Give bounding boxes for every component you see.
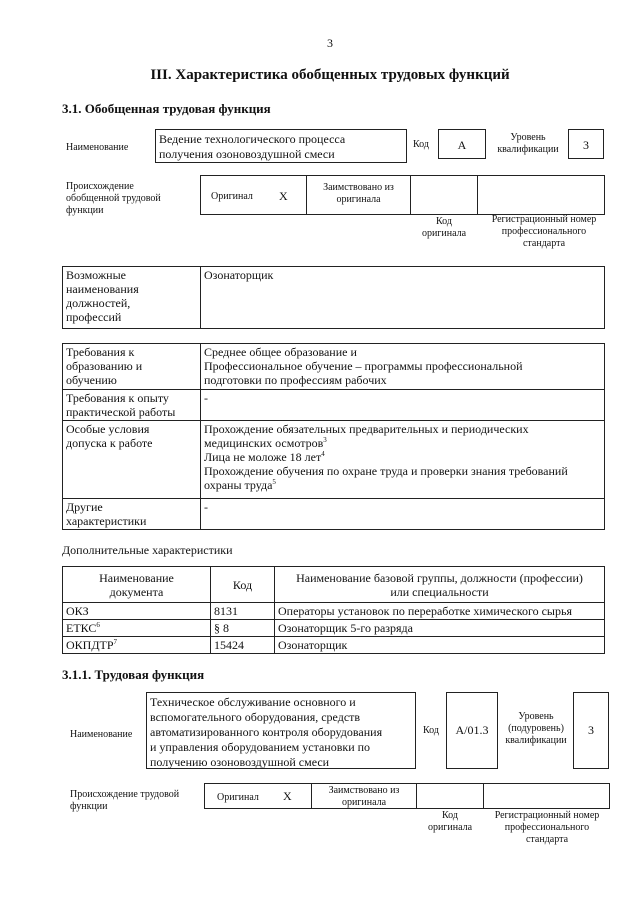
req-label: Особые условия допуска к работе [63,421,201,499]
gtf-code-orig-cell [410,175,478,215]
req-line [204,450,601,464]
cell-code: 8131 [211,603,275,620]
req-row-other [63,499,605,530]
req-line-text: медицинских осмотров [204,436,324,450]
req-label: Требования к опыту практической работы [63,390,201,421]
cell-code: 15424 [211,637,275,654]
footnote-ref: 4 [321,450,325,458]
page-number: 3 [327,36,333,50]
tf-code-label: Код [423,725,439,736]
tf-code-value: А/01.3 [446,692,498,769]
gtf-original-mark: X [279,189,288,203]
table-row [63,603,605,620]
doc-name: ЕТКС [66,621,97,635]
cell-name: Озонаторщик [275,637,605,654]
gtf-original-label: Оригинал [211,191,253,202]
gtf-name-label: Наименование [66,142,129,153]
footnote-ref: 5 [272,478,276,486]
additional-table [62,566,605,654]
additional-heading: Дополнительные характеристики [62,543,233,557]
table-row [63,620,605,637]
req-value [201,344,605,390]
col-header-document: Наименование документа [63,567,211,603]
gtf-borrowed-cell: Заимствовано из оригинала [306,175,411,215]
gtf-origin-label: Происхождение обобщенной трудовой функции [66,181,161,216]
req-value [201,499,605,530]
positions-table [62,266,605,329]
footnote-ref: 7 [113,638,118,646]
col-header-name: Наименование базовой группы, должности (профессии) или специальности [275,567,605,603]
gtf-code-orig-caption: Код оригинала [421,216,467,239]
req-line [204,478,601,492]
positions-label: Возможные наименования должностей, профессий [63,267,201,329]
cell-document [63,620,211,637]
tf-heading: 3.1.1. Трудовая функция [62,667,205,682]
additional-header-row [63,567,605,603]
doc-name: ОКПДТР [66,638,114,652]
positions-value: Озонаторщик [201,267,605,329]
table-row [63,637,605,654]
req-line: Профессиональное обучение – программы профессиональной [204,359,523,373]
tf-code-orig-cell [416,783,484,809]
req-row-education [63,344,605,390]
req-line: Среднее общее образование и [204,345,357,359]
footnote-ref: 3 [323,436,327,444]
cell-name: Операторы установок по переработке химического сырья [275,603,605,620]
doc-name: ОКЗ [66,604,89,618]
req-row-experience [63,390,605,421]
req-line: - [204,391,208,405]
positions-row [63,267,605,329]
cell-code: § 8 [211,620,275,637]
req-label: Другие характеристики [63,499,201,530]
gtf-reg-caption: Регистрационный номер профессионального стандарта [491,214,597,249]
tf-name-value: Техническое обслуживание основного и вспомогательного оборудования, средств автоматизированного контроля оборудования и управления оборудованием установки по получению озоновоздушной смеси [146,692,416,769]
gtf-origin-original-cell [200,175,307,215]
tf-origin-label: Происхождение трудовой функции [70,789,180,812]
tf-name-label: Наименование [70,729,133,740]
tf-level-label: Уровень (подуровень) квалификации [505,711,567,746]
cell-document [63,637,211,654]
req-line [204,436,601,450]
req-line-text: охраны труда [204,478,273,492]
req-value [201,390,605,421]
tf-original-label: Оригинал [217,792,259,803]
cell-document [63,603,211,620]
req-line: - [204,500,208,514]
gtf-code-label: Код [413,139,429,150]
gtf-name-value: Ведение технологического процесса получения озоновоздушной смеси [155,129,407,163]
tf-original-mark: X [283,789,292,803]
gtf-level-label: Уровень квалификации [497,132,559,155]
gtf-heading: 3.1. Обобщенная трудовая функция [62,101,271,116]
tf-level-value: 3 [573,692,609,769]
requirements-table [62,343,605,530]
tf-origin-original-cell [204,783,312,809]
gtf-code-value: А [438,129,486,159]
col-header-code: Код [211,567,275,603]
req-value [201,421,605,499]
gtf-level-value: 3 [568,129,604,159]
gtf-reg-cell [477,175,605,215]
tf-borrowed-cell: Заимствовано из оригинала [311,783,417,809]
tf-reg-cell [483,783,610,809]
req-line: Прохождение обязательных предварительных и периодических [204,422,529,436]
req-line: подготовки по профессиям рабочих [204,373,387,387]
tf-reg-caption: Регистрационный номер профессионального стандарта [494,810,600,845]
req-row-special-conditions [63,421,605,499]
cell-name: Озонаторщик 5-го разряда [275,620,605,637]
req-line: Прохождение обучения по охране труда и проверки знания требований [204,464,568,478]
tf-code-orig-caption: Код оригинала [427,810,473,833]
req-label: Требования к образованию и обучению [63,344,201,390]
section-title: III. Характеристика обобщенных трудовых функций [150,67,510,83]
footnote-ref: 6 [96,621,100,629]
req-line-text: Лица не моложе 18 лет [204,450,322,464]
